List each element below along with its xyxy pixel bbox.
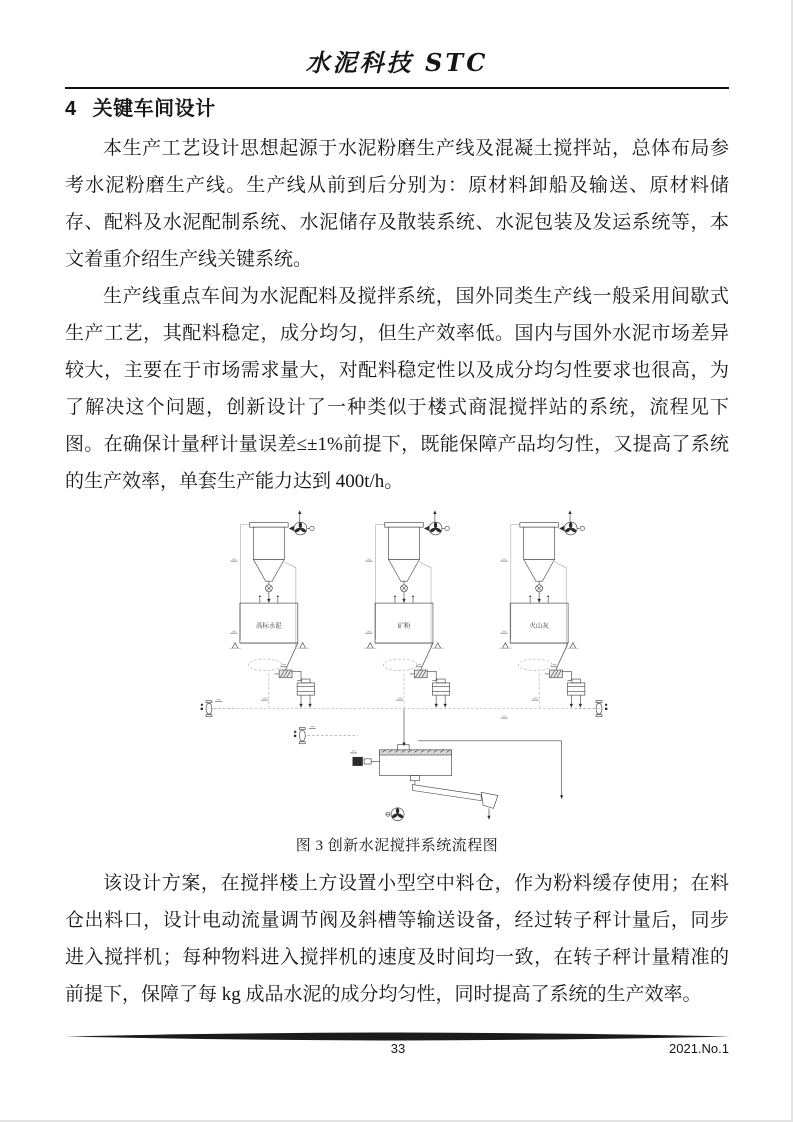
figure-caption: 图 3 创新水泥搅拌系统流程图 — [295, 838, 499, 854]
figure-3 — [65, 504, 729, 856]
process-flow-diagram — [198, 504, 610, 829]
blower-right — [575, 701, 607, 717]
paragraph-1: 本生产工艺设计思想起源于水泥粉磨生产线及混凝土搅拌站，总体布局参考水泥粉磨生产线。生产线从前到后分别为：原材料卸船及输送、原材料储存、配料及水泥配制系统、水泥储存及散装系统、水泥包装及发运系统等，本文着重介绍生产线关键系统。 — [65, 138, 729, 270]
mixer — [350, 745, 452, 781]
blower-mixer-feed — [294, 726, 358, 744]
blower-left — [201, 699, 236, 717]
header-rule — [65, 87, 729, 89]
issue-number: 2021.No.1 — [669, 1041, 729, 1056]
footer-row — [65, 1041, 731, 1059]
train-pozzolan — [499, 510, 585, 707]
air-slide — [412, 781, 498, 820]
section-title: 关键车间设计 — [92, 98, 216, 120]
silo-label-2: 矿粉 — [397, 622, 411, 630]
page-number: 33 — [390, 1041, 406, 1056]
section-number: 4 — [65, 98, 77, 120]
bottom-fan — [386, 808, 404, 821]
train-mineral-powder — [364, 510, 450, 707]
page-footer — [65, 1032, 731, 1059]
section-heading — [65, 96, 729, 123]
train-high-grade-cement — [229, 510, 315, 707]
paragraph-2: 生产线重点车间为水泥配料及搅拌系统，国外同类生产线一般采用间歇式生产工艺，其配料稳定，成分均匀，但生产效率低。国内与国外水泥市场差异较大，主要在于市场需求量大，对配料稳定性以及成分均匀性要求也很高，为了解决这个问题，创新设计了一种类似于楼式商混搅拌站的系统，流程见下图。在确保计量秤计量误差≤±1%前提下，既能保障产品均匀性，又提高了系统的生产效率，单套生产能力达到 400t/h。 — [65, 286, 729, 492]
footer-decorative-line — [65, 1032, 731, 1041]
silo-label-1: 高标水泥 — [256, 622, 282, 630]
silo-label-3: 火山灰 — [529, 622, 549, 630]
journal-title: 水泥科技 STC — [305, 48, 489, 77]
paragraph-3: 该设计方案，在搅拌楼上方设置小型空中料仓，作为粉料缓存使用；在料仓出料口，设计电动流量调节阀及斜槽等输送设备，经过转子秤计量后，同步进入搅拌机；每种物料进入搅拌机的速度及时间均一致，在转子秤计量精准的前提下，保障了每 kg 成品水泥的成分均匀性，同时提高了系统的生产效率。 — [65, 873, 729, 1005]
